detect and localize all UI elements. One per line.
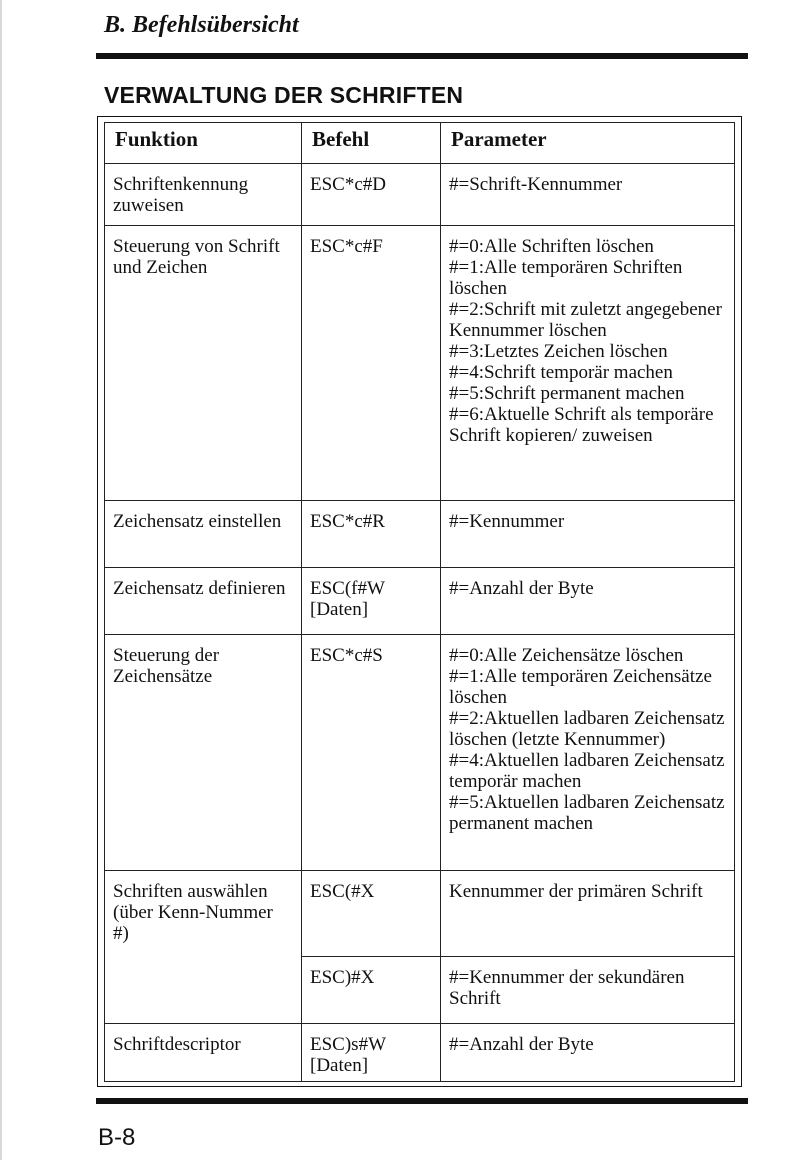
cell-funktion: Steuerung der Zeichensätze [105,635,302,871]
parameter-line: #=3:Letztes Zeichen löschen [449,341,668,362]
cell-parameter [441,871,735,957]
parameter-line: #=5:Schrift permanent machen [449,383,685,404]
parameter-line: #=1:Alle temporären Zeichensätze löschen [449,666,712,708]
parameter-line: #=5:Aktuellen ladbaren Zeichensatz permanent machen [449,792,725,834]
parameter-line: Kennummer der primären Schrift [449,881,703,902]
cell-funktion: Schriftdescriptor [105,1024,302,1082]
cell-parameter [441,568,735,635]
command-table [104,122,735,1082]
cell-parameter [441,501,735,568]
cell-funktion: Schriften auswählen (über Kenn-Nummer #) [105,871,302,1024]
parameter-line: #=2:Aktuellen ladbaren Zeichensatz löschen (letzte Kennummer) [449,708,725,750]
cell-parameter [441,164,735,226]
cell-befehl: ESC*c#F [302,226,441,501]
parameter-line: #=4:Aktuellen ladbaren Zeichensatz temporär machen [449,750,725,792]
cell-befehl: ESC(#X [302,871,441,957]
parameter-line: #=2:Schrift mit zuletzt angegebener Kennummer löschen [449,299,722,341]
column-header-befehl: Befehl [302,123,441,164]
section-title: VERWALTUNG DER SCHRIFTEN [104,82,464,108]
cell-parameter [441,957,735,1024]
bottom-rule [96,1098,748,1104]
table-row [105,226,735,501]
cell-funktion: Schriftenkennung zuweisen [105,164,302,226]
cell-befehl: ESC)s#W [Daten] [302,1024,441,1082]
page-number: B-8 [98,1124,136,1151]
parameter-line: #=Anzahl der Byte [449,578,594,599]
parameter-line: #=0:Alle Zeichensätze löschen [449,645,684,666]
parameter-line: #=6:Aktuelle Schrift als temporäre Schrift kopieren/ zuweisen [449,404,714,446]
cell-befehl: ESC*c#D [302,164,441,226]
cell-funktion: Zeichensatz einstellen [105,501,302,568]
cell-funktion: Steuerung von Schrift und Zeichen [105,226,302,501]
table-row [105,635,735,871]
cell-befehl: ESC)#X [302,957,441,1024]
parameter-line: #=0:Alle Schriften löschen [449,236,654,257]
table-row [105,164,735,226]
parameter-line: #=Kennummer der sekundären Schrift [449,967,685,1009]
table-header-row [105,123,735,164]
top-rule [96,53,748,59]
page-edge-shadow [0,0,2,1160]
parameter-line: #=Schrift-Kennummer [449,174,623,195]
parameter-line: #=1:Alle temporären Schriften löschen [449,257,683,299]
parameter-line: #=Anzahl der Byte [449,1034,594,1055]
table-row [105,871,735,957]
table-row [105,1024,735,1082]
cell-befehl: ESC(f#W [Daten] [302,568,441,635]
cell-parameter [441,1024,735,1082]
running-head: B. Befehlsübersicht [104,12,299,38]
table-row [105,501,735,568]
cell-befehl: ESC*c#R [302,501,441,568]
cell-funktion: Zeichensatz definieren [105,568,302,635]
table-row [105,568,735,635]
parameter-line: #=4:Schrift temporär machen [449,362,673,383]
column-header-parameter: Parameter [441,123,735,164]
cell-parameter [441,226,735,501]
cell-befehl: ESC*c#S [302,635,441,871]
column-header-funktion: Funktion [105,123,302,164]
cell-parameter [441,635,735,871]
parameter-line: #=Kennummer [449,511,565,532]
